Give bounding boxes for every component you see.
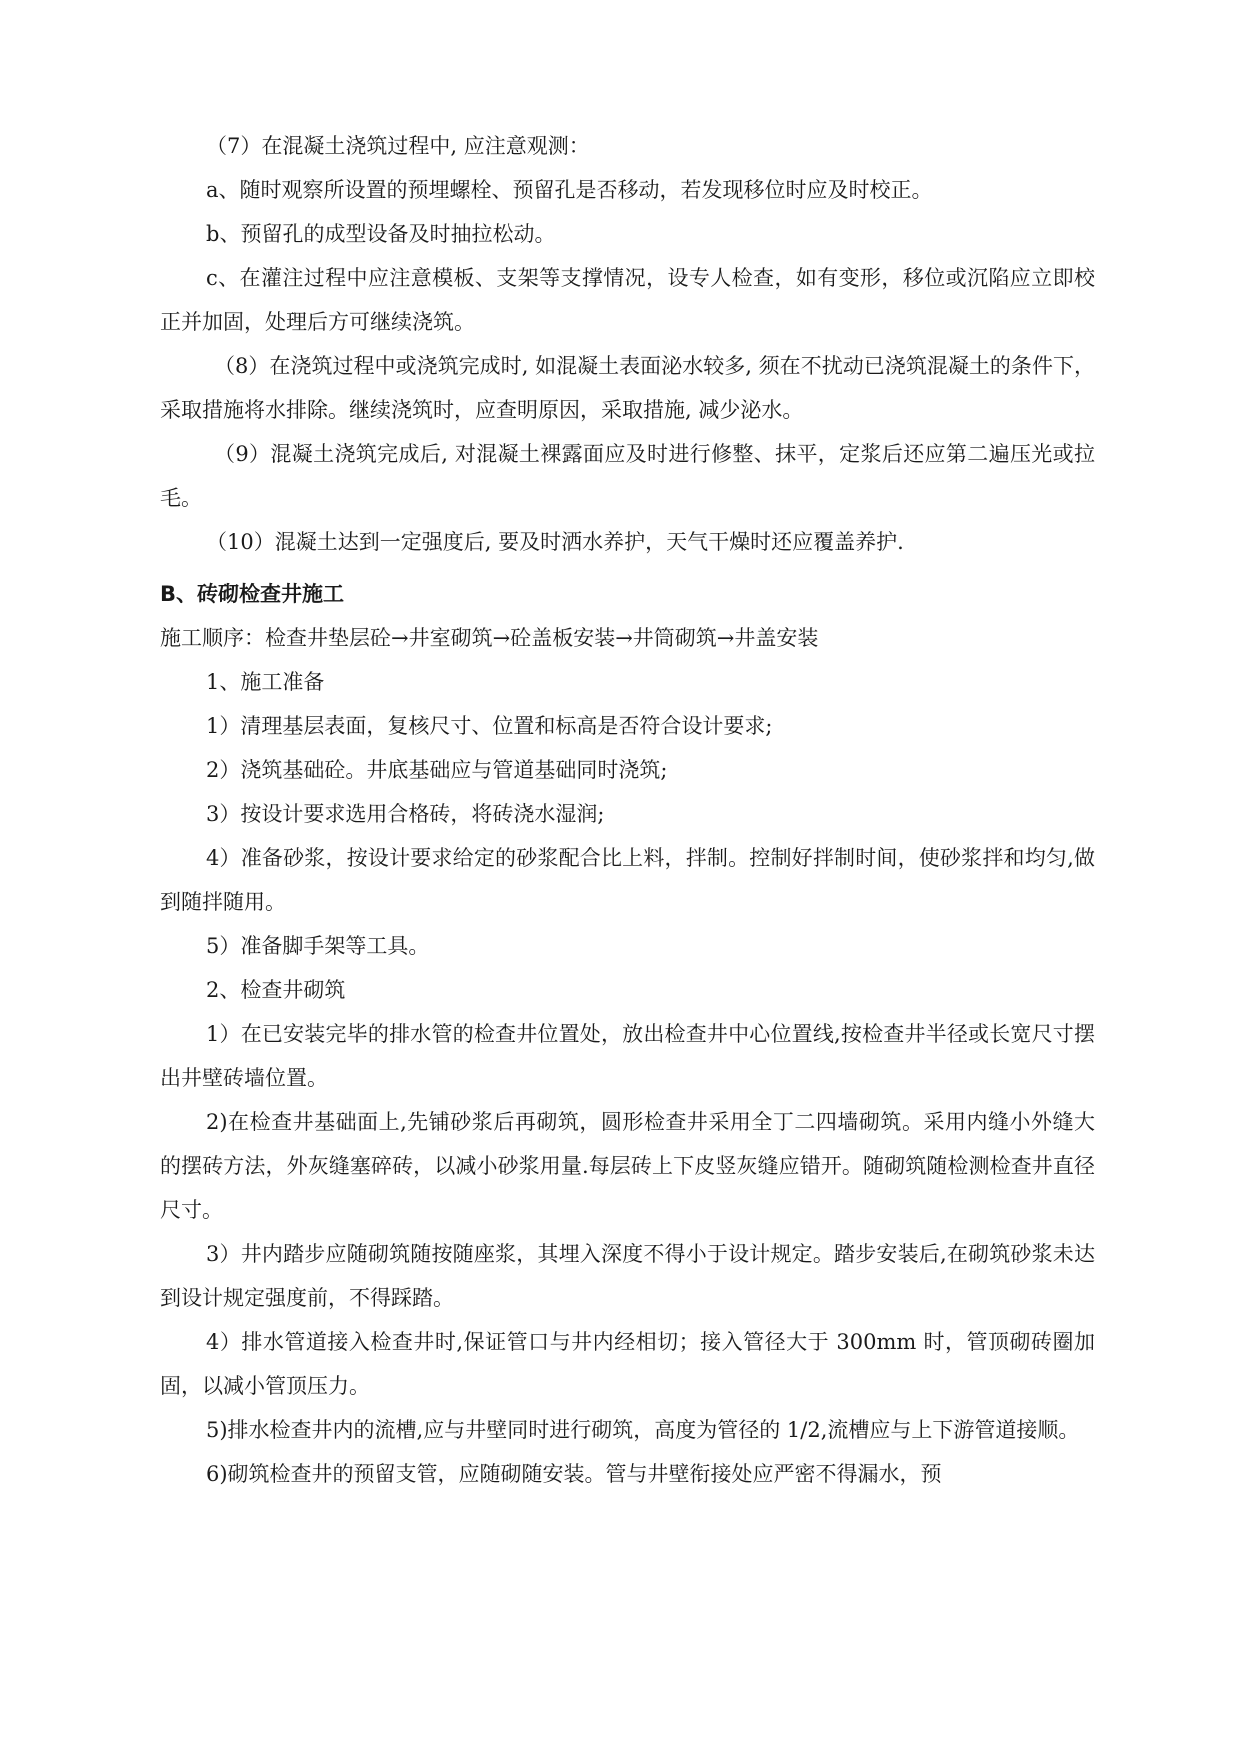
step-1-item-1: 1）清理基层表面，复核尺寸、位置和标高是否符合设计要求; (206, 714, 773, 738)
step-1-heading: 1、施工准备 (206, 670, 325, 694)
paragraph-9: （9）混凝土浇筑完成后, 对混凝土裸露面应及时进行修整、抹平，定浆后还应第二遍压光或拉毛。 (160, 442, 1095, 510)
step-2-heading: 2、检查井砌筑 (206, 978, 346, 1002)
step-1-item-2: 2）浇筑基础砼。井底基础应与管道基础同时浇筑; (206, 758, 668, 782)
document-page (160, 124, 1095, 1496)
step-2-item-6: 6)砌筑检查井的预留支管，应随砌随安装。管与井壁衔接处应严密不得漏水，预 (206, 1462, 942, 1486)
section-heading: B、砖砌检查井施工 (160, 582, 345, 606)
paragraph-8: （8）在浇筑过程中或浇筑完成时, 如混凝土表面泌水较多, 须在不扰动已浇筑混凝土的条件下，采取措施将水排除。继续浇筑时，应查明原因，采取措施, 减少泌水。 (160, 354, 1095, 422)
paragraph-7c: c、在灌注过程中应注意模板、支架等支撑情况，设专人检查，如有变形，移位或沉陷应立即校正并加固，处理后方可继续浇筑。 (160, 266, 1095, 334)
paragraph-7b: b、预留孔的成型设备及时抽拉松动。 (206, 222, 556, 246)
step-2-item-2: 2)在检查井基础面上,先铺砂浆后再砌筑，圆形检查井采用全丁二四墙砌筑。采用内缝小外缝大的摆砖方法，外灰缝塞碎砖，以减小砂浆用量.每层砖上下皮竖灰缝应错开。随砌筑随检测检查井直径尺寸。 (160, 1110, 1095, 1222)
paragraph-10: （10）混凝土达到一定强度后, 要及时洒水养护，天气干燥时还应覆盖养护. (206, 530, 904, 554)
step-2-item-4: 4）排水管道接入检查井时,保证管口与井内经相切；接入管径大于 300mm 时，管顶砌砖圈加固，以减小管顶压力。 (160, 1330, 1095, 1398)
construction-sequence: 施工顺序：检查井垫层砼→井室砌筑→砼盖板安装→井筒砌筑→井盖安装 (160, 626, 819, 650)
paragraph-7a: a、随时观察所设置的预埋螺栓、预留孔是否移动，若发现移位时应及时校正。 (206, 178, 933, 202)
step-2-item-3: 3）井内踏步应随砌筑随按随座浆，其埋入深度不得小于设计规定。踏步安装后,在砌筑砂浆未达到设计规定强度前，不得踩踏。 (160, 1242, 1095, 1310)
paragraph-7: （7）在混凝土浇筑过程中, 应注意观测： (206, 134, 590, 158)
step-1-item-4: 4）准备砂浆，按设计要求给定的砂浆配合比上料，拌制。控制好拌制时间，使砂浆拌和均匀,做到随拌随用。 (160, 846, 1095, 914)
step-2-item-1: 1）在已安装完毕的排水管的检查井位置处，放出检查井中心位置线,按检查井半径或长宽尺寸摆出井壁砖墙位置。 (160, 1022, 1095, 1090)
step-1-item-5: 5）准备脚手架等工具。 (206, 934, 430, 958)
step-1-item-3: 3）按设计要求选用合格砖，将砖浇水湿润; (206, 802, 605, 826)
step-2-item-5: 5)排水检查井内的流槽,应与井壁同时进行砌筑，高度为管径的 1/2,流槽应与上下游管道接顺。 (206, 1418, 1080, 1442)
